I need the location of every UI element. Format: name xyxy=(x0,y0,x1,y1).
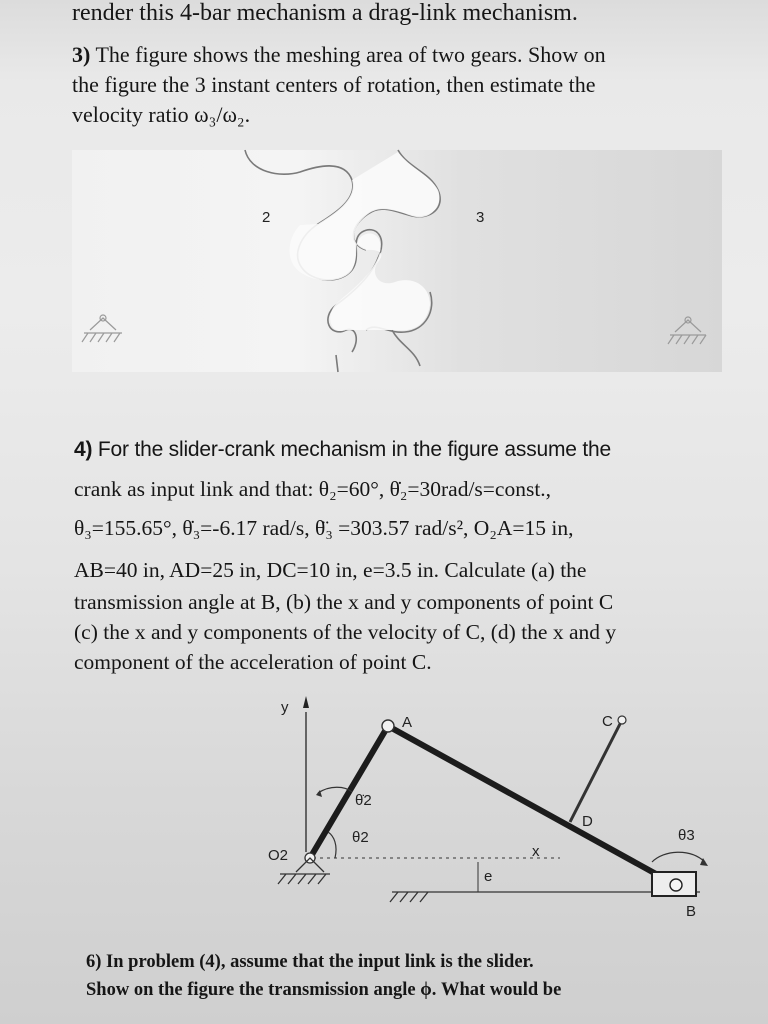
problem3-text-2: the figure the 3 instant centers of rotation, then estimate the xyxy=(72,72,596,97)
crank-link xyxy=(310,726,388,858)
pin-B xyxy=(670,879,682,891)
gear2-ground-pivot xyxy=(82,315,122,342)
problem4-text-4: AB=40 in, AD=25 in, DC=10 in, e=3.5 in. Calculate (a) the xyxy=(74,558,587,582)
problem4-text-2: crank as input link and that: θ₂=60°, θ̇₂=30rad/s=const., xyxy=(74,477,552,501)
gear3-ground-pivot xyxy=(668,317,706,344)
coupler-link xyxy=(388,726,676,885)
label-theta3: θ3 xyxy=(678,827,695,844)
label-A: A xyxy=(402,714,413,731)
problem6-text-1: In problem (4), assume that the input link is the slider. xyxy=(106,952,534,972)
y-axis-label: y xyxy=(281,699,289,716)
problem3-number: 3) xyxy=(72,42,91,67)
problem4-line-7 xyxy=(74,650,432,675)
problem4-text-3: θ₃=155.65°, θ̇₃=-6.17 rad/s, θ̈₃ =303.57 rad/s², O₂A=15 in, xyxy=(74,516,574,540)
problem6-line-1 xyxy=(86,952,534,973)
label-O2: O2 xyxy=(268,847,289,864)
label-theta2: θ2 xyxy=(352,829,369,846)
label-C: C xyxy=(602,713,613,730)
slider-crank-diagram xyxy=(268,696,708,920)
gear-mesh-fill xyxy=(290,152,440,331)
problem4-text-1: For the slider-crank mechanism in the figure assume the xyxy=(97,438,611,461)
header-line: render this 4-bar mechanism a drag-link mechanism. xyxy=(72,0,578,26)
label-e: e xyxy=(484,868,493,885)
problem3-text-3: velocity ratio ω₃/ω₂. xyxy=(72,102,251,127)
gear-3-label: 3 xyxy=(476,209,485,226)
dc-arm xyxy=(570,720,622,822)
problem4-line-3 xyxy=(74,516,573,541)
label-theta2-dot: θ̇2 xyxy=(355,792,372,809)
label-B: B xyxy=(686,903,697,920)
problem4-line-6 xyxy=(74,620,616,645)
problem4-text-6: (c) the x and y components of the velocity of C, (d) the x and y xyxy=(74,620,617,644)
theta3-arc xyxy=(652,852,705,862)
problem4-line-4 xyxy=(74,558,586,583)
y-axis-arrow xyxy=(303,696,309,708)
problem4-line-1 xyxy=(74,438,611,462)
x-axis-label: x xyxy=(532,843,540,860)
pin-A xyxy=(382,720,394,732)
label-D: D xyxy=(582,813,593,830)
problem6-number: 6) xyxy=(86,952,102,972)
problem6-line-2 xyxy=(86,980,561,1001)
problem3-text-1: The figure shows the meshing area of two gears. Show on xyxy=(95,42,606,67)
theta2-arc xyxy=(328,832,336,858)
point-C-marker xyxy=(618,716,626,724)
problem4-number: 4) xyxy=(74,438,93,461)
problem4-text-5: transmission angle at B, (b) the x and y components of point C xyxy=(74,590,614,614)
gear-2-label: 2 xyxy=(262,209,271,226)
problem4-line-2 xyxy=(74,477,551,502)
problem4-line-5 xyxy=(74,590,613,615)
problem6-text-2: Show on the figure the transmission angle ϕ. What would be xyxy=(86,980,562,1000)
problem4-text-7: component of the acceleration of point C. xyxy=(74,650,432,674)
